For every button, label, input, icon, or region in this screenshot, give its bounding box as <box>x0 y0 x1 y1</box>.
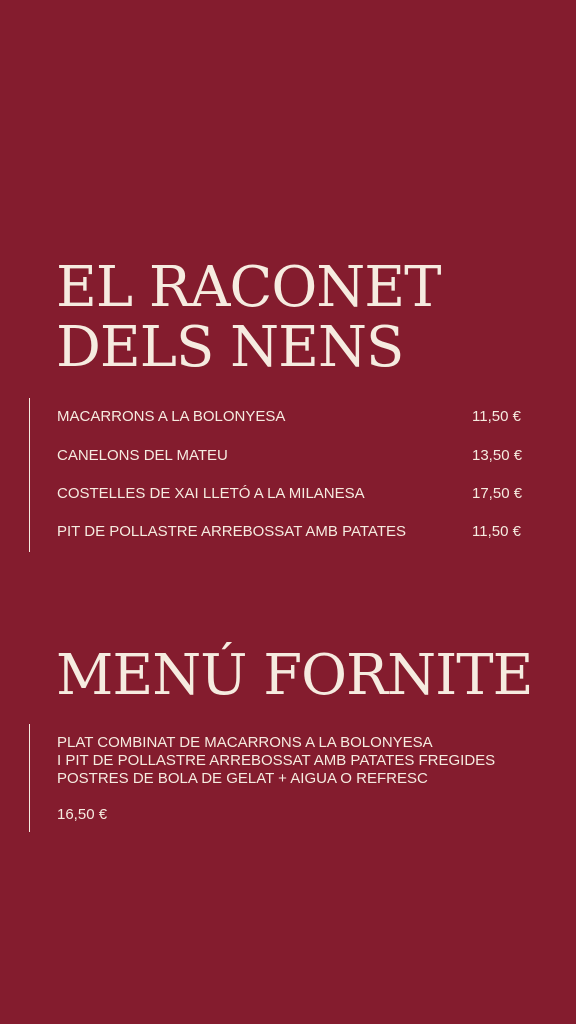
menu-item-price: 11,50 € <box>472 523 521 540</box>
menu-description-line: POSTRES DE BOLA DE GELAT + AIGUA O REFRESC <box>57 770 428 787</box>
kids-section-divider <box>29 398 30 552</box>
menu-description-line: I PIT DE POLLASTRE ARREBOSSAT AMB PATATES FREGIDES <box>57 752 496 769</box>
menu-item-name: COSTELLES DE XAI LLETÓ A LA MILANESA <box>57 485 365 502</box>
menu-item-price: 11,50 € <box>472 408 521 425</box>
menu-item-price: 13,50 € <box>472 447 523 464</box>
kids-title-line-1: EL RACONET <box>56 255 441 320</box>
menu-item-name: CANELONS DEL MATEU <box>57 447 228 464</box>
menu-price: 16,50 € <box>57 806 108 823</box>
menu-section-title: MENÚ FORNITE <box>56 643 533 708</box>
kids-title-line-2: DELS NENS <box>56 315 404 380</box>
menu-item-name: MACARRONS A LA BOLONYESA <box>57 408 286 425</box>
menu-item-name: PIT DE POLLASTRE ARREBOSSAT AMB PATATES <box>57 523 406 540</box>
menu-section-divider <box>29 724 30 832</box>
menu-description <box>57 734 495 788</box>
menu-item-price: 17,50 € <box>472 485 523 502</box>
menu-description-line: PLAT COMBINAT DE MACARRONS A LA BOLONYESA <box>57 734 433 751</box>
kids-section-title <box>56 255 441 380</box>
